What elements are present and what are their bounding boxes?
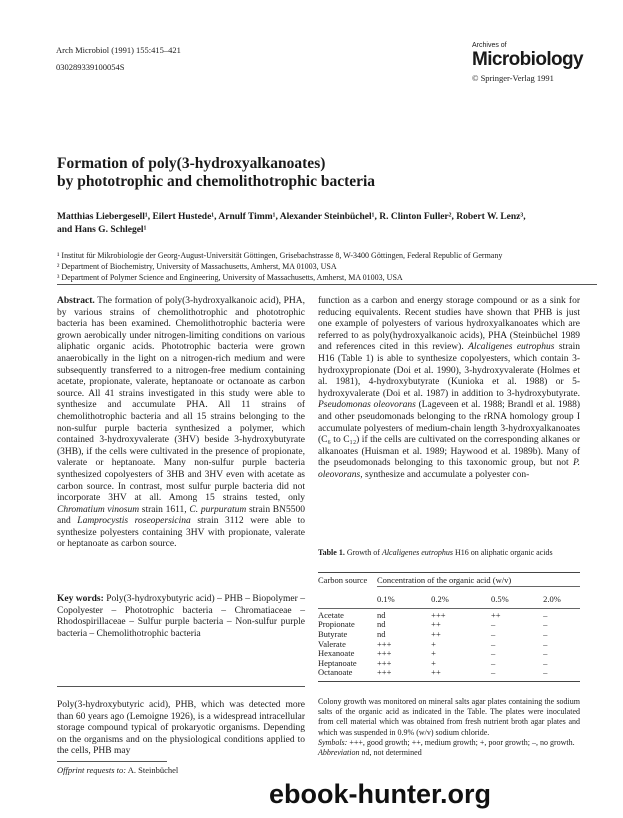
growth-value-cell: nd [377, 609, 386, 620]
species-name: Lamprocystis roseopersicina [77, 516, 191, 527]
abstract-label: Abstract. [57, 296, 95, 306]
header-divider [57, 284, 597, 285]
title-line-2: by phototrophic and chemolithotrophic bacteria [57, 173, 376, 190]
growth-value-cell: + [431, 657, 436, 668]
body-text-right [318, 296, 580, 482]
article-title [57, 155, 577, 191]
growth-value-cell: – [490, 648, 496, 659]
growth-value-cell: + [431, 638, 436, 649]
growth-value-cell: – [543, 628, 548, 639]
column-group-header: Concentration of the organic acid (w/v) [377, 575, 512, 585]
authors-line-1: Matthias Liebergesell¹, Eilert Hustede¹, Arnulf Timm¹, Alexander Steinbüchel¹, R. Clinton Fuller², Robert W. Lenz³, [57, 212, 526, 222]
footnote-divider [57, 761, 167, 762]
header-rule [377, 586, 580, 587]
abbreviation-text: nd, not determined [359, 748, 422, 758]
affiliation: ³ Department of Polymer Science and Engineering, University of Massachusetts, Amherst, MA 01003, USA [57, 273, 403, 282]
archives-of-label: Archives of [472, 42, 507, 49]
body-text: , synthesize and accumulate a polyester con- [360, 469, 530, 480]
growth-value-cell: – [543, 667, 548, 678]
journal-name: Microbiology [472, 49, 584, 70]
table-row [318, 611, 580, 621]
table-bottom-rule [318, 681, 580, 682]
header-rule [318, 608, 580, 609]
growth-value-cell: – [543, 619, 548, 630]
abbreviation-label: Abbreviation [318, 748, 360, 758]
growth-value-cell: ++ [431, 667, 441, 678]
table-row [318, 649, 580, 659]
growth-value-cell: – [490, 638, 496, 649]
keywords-text: Poly(3-hydroxybutyric acid) – PHB – Biopolymer – Copolyester – Phototrophic bacteria – Chromatiaceae – Rhodospirillaceae – Sulfur purple bacteria – Non-sulfur purple bacteria – Chemolithotrophic bacteria [57, 594, 305, 639]
offprint-label: Offprint requests to: [57, 765, 127, 775]
growth-value-cell: – [490, 667, 496, 678]
species-name: Alcaligenes eutrophus [468, 342, 555, 353]
symbols-label: Symbols: [318, 737, 348, 747]
carbon-source-cell: Butyrate [318, 628, 348, 639]
column-header: Carbon source [318, 575, 368, 585]
abstract-text: strain BN5500 and [57, 504, 305, 527]
carbon-source-cell: Heptanoate [318, 657, 357, 668]
table-row [318, 640, 580, 650]
growth-value-cell: – [543, 638, 548, 649]
growth-value-cell: +++ [377, 638, 392, 649]
keywords-label: Key words: [57, 594, 104, 604]
journal-logo [472, 42, 582, 84]
column-header: 0.5% [490, 594, 509, 605]
affiliations [57, 250, 597, 283]
table-caption-label: Table 1. [318, 548, 345, 557]
growth-value-cell: – [490, 619, 496, 630]
abstract [57, 296, 305, 551]
carbon-source-cell: Propionate [318, 619, 355, 630]
growth-value-cell: ++ [431, 628, 441, 639]
abstract-text: The formation of poly(3-hydroxyalkanoic acid), PHA, by various strains of chemolithotrophic and phototrophic bacteria has been examined. Chemolithotrophic bacteria were grown aerobically under nitrogen-limiting conditions on various aliphatic organic acids. Phototrophic bacteria were grown anaerobically in the light on a nitrogen-rich medium and were subsequently transferred to a nitrogen-free medium containing acetate, propionate, valerate, heptanoate or octanoate as carbon source. All 41 strains investigated in this study were able to synthesize and accumulate PHA. All 11 strains of chemolithotrophic bacteria and all 15 strains belonging to the non-sulfur purple bacteria synthesized a polymer, which contained 3-hydroxyvalerate (3HV) beside 3-hydroxybutyrate (3HB), if the cells were cultivated in the presence of propionate, valerate or heptanoate. Many non-sulfur purple bacteria synthesized copolyesters of 3HB and 3HV even with acetate as carbon source. In contrast, most sulfur purple bacteria did not incorporate 3HV at all. Among 15 strains tested, only [57, 296, 305, 504]
column-header: 0.2% [431, 594, 449, 605]
species-name: P. oleovorans [318, 458, 580, 480]
carbon-source-cell: Valerate [318, 638, 346, 649]
growth-value-cell: ++ [431, 619, 441, 630]
growth-value-cell: ++ [490, 609, 501, 620]
symbols-text: +++, good growth; ++, medium growth; +, poor growth; –, no growth. [347, 737, 575, 747]
table-footnote-text: Colony growth was monitored on mineral salts agar plates containing the sodium salts of the organic acid as indicated in the Table. The plates were inoculated from cell material which was obtained from fresh nutrient broth agar plates and which was suspended in 0.9% (w/v) sodium chloride. [318, 697, 580, 737]
affiliation: ² Department of Biochemistry, University of Massachusetts, Amherst, MA 01003, USA [57, 262, 337, 271]
growth-table [318, 572, 580, 682]
growth-value-cell: – [490, 628, 496, 639]
column-header: 2.0% [543, 594, 561, 605]
watermark: ebook-hunter.org [269, 779, 491, 809]
authors-line-2: and Hans G. Schlegel¹ [57, 225, 147, 235]
carbon-source-cell: Acetate [318, 609, 344, 620]
table-row [318, 659, 580, 669]
table-row [318, 620, 580, 630]
body-text: (Lageveen et al. 1988; Brandl et al. 1988) and other pseudomonads belonging to the rRNA homology group I accumulate polyesters of medium-chain length 3-hydroxyalkanoates (C₆ to C₁₂) if the cells are cultivated on the corresponding alkanes or alkanoates (Huisman et al. 1989; Haywood et al. 1989b). Many of the pseudomonads belonging to this taxonomic group, but not [318, 400, 580, 469]
title-line-1: Formation of poly(3-hydroxyalkanoates) [57, 155, 326, 172]
species-name: Pseudomonas oleovorans [318, 400, 416, 411]
abstract-text: strain 1611, [139, 504, 190, 515]
growth-value-cell: +++ [377, 657, 392, 668]
table-footnote [318, 697, 580, 758]
species-name: C. purpuratum [189, 504, 247, 515]
offprint-note [57, 765, 305, 776]
section-divider [57, 686, 305, 687]
growth-value-cell: nd [377, 628, 386, 639]
species-name: Chromatium vinosum [57, 504, 140, 515]
table-row [318, 668, 580, 678]
growth-value-cell: nd [377, 619, 386, 630]
carbon-source-cell: Octanoate [318, 667, 353, 678]
table-row [318, 630, 580, 640]
species-name: Alcaligenes eutrophus [381, 548, 453, 557]
carbon-source-cell: Hexanoate [318, 648, 355, 659]
table-caption-text: Growth of [344, 548, 382, 557]
table-caption [318, 548, 580, 559]
affiliation: ¹ Institut für Mikrobiologie der Georg-August-Universität Göttingen, Grisebachstrasse 8, W-3400 Göttingen, Federal Republic of Germany [57, 251, 503, 260]
growth-value-cell: – [543, 609, 548, 620]
growth-value-cell: +++ [431, 609, 446, 620]
citation: Arch Microbiol (1991) 155:415–421 [56, 45, 181, 55]
body-text: function as a carbon and energy storage compound or as a sink for reducing equivalents. Recent studies have shown that PHB is just one example of polyesters of various hydroxyalkanoates which are referred to as poly(hydroxyalkanoic acids), PHA (Steinbüchel 1989 and references cited in this review). [318, 296, 580, 353]
offprint-text: A. Steinbüchel [126, 765, 179, 775]
growth-value-cell: – [543, 657, 548, 668]
growth-value-cell: +++ [377, 667, 392, 678]
abstract-text: strain 3112 were able to synthesize polyesters containing 3HV with propionate, valerate or heptanoate as carbon source. [57, 516, 305, 550]
growth-value-cell: – [543, 648, 548, 659]
body-text: strain H16 (Table 1) is able to synthesize copolyesters, which contain 3-hydroxypropionate (Doi et al. 1990), 3-hydroxyvalerate (Holmes et al. 1981), 4-hydroxybutyrate (Kunioka et al. 1988) or 5-hydroxyvalerate (Doi et al. 1987) in addition to 3-hydroxybutyrate. [318, 342, 581, 399]
table-caption-text: H16 on aliphatic organic acids [452, 548, 553, 557]
growth-value-cell: + [431, 648, 436, 659]
intro-paragraph: Poly(3-hydroxybutyric acid), PHB, which was detected more than 60 years ago (Lemoigne 1926), is a widespread intracellular storage compound typical of prokaryotic organisms. Depending on the organisms and on the physiological conditions applied to the cells, PHB may [57, 700, 305, 757]
authors [57, 211, 587, 237]
publisher: © Springer-Verlag 1991 [472, 73, 554, 83]
growth-value-cell: +++ [377, 648, 392, 659]
column-header: 0.1% [377, 594, 395, 605]
growth-value-cell: – [490, 657, 496, 668]
keywords [57, 594, 305, 640]
journal-header [56, 44, 181, 73]
document-code: 030289339100054S [56, 62, 125, 72]
